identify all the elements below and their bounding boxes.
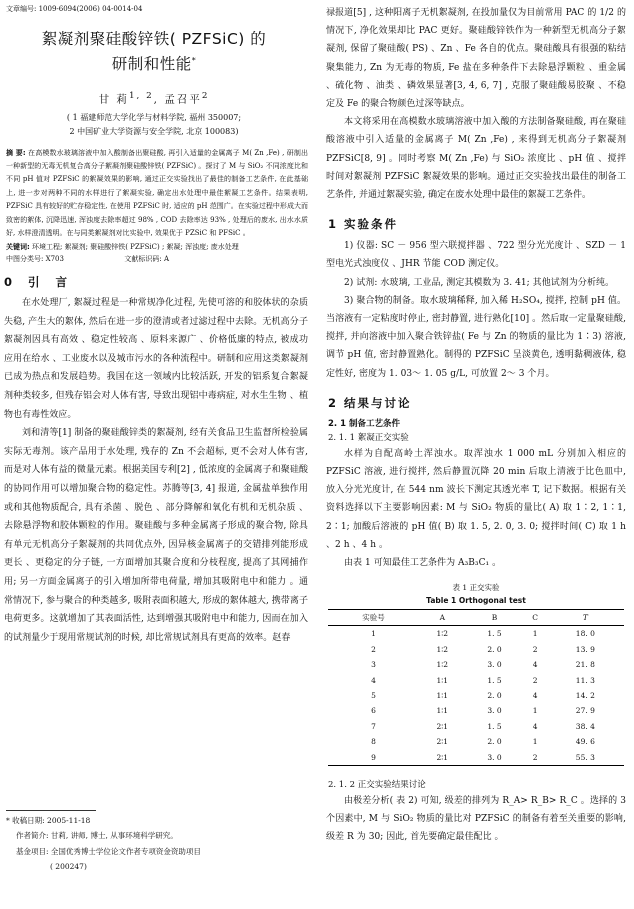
table-cell: 1∶1 [436, 675, 449, 685]
table-header-cell: 实验号 [328, 610, 419, 626]
right-intro-paragraph-1: 禄报道[5] , 这种阳离子无机絮凝剂, 在投加量仅为目前常用 PAC 的 1/2 的情况下, 净化效果却比 PAC 更好。聚硅酸锌铁作为一种新型无机高分子絮凝剂, 保留了聚硅酸( PS) 、Zn 、Fe 各自的优点。聚硅酸具有很强的粘结聚集能力, Zn 为无毒的物质, Fe 盐在多种条件下去除悬浮颗粒 、重金属 、硫化物 、油类 、磷效果显著[3, 4, 6, 7] , 克服了聚硅酸易胶聚 、不稳定及 Fe 的聚合物颜色过深等缺点。 [326, 8, 626, 110]
table-cell: 1∶2 [436, 660, 449, 670]
table-cell: 2 [532, 644, 538, 654]
table-cell: 2∶1 [419, 749, 466, 765]
table-1-caption-cn: 表 1 正交实验 [452, 583, 500, 593]
table-cell: 1∶2 [436, 644, 449, 654]
author-2: , 孟召平 [153, 93, 202, 106]
table-cell: 2 [523, 749, 546, 765]
table-cell: 1 [532, 629, 538, 639]
intro-paragraph-2: 刘和清等[1] 制备的聚硅酸锌类的絮凝剂, 经有关食品卫生监督所检验属实际无毒剂。该产品用于水处理, 残存的 Zn 不会超标, 更不会对人体有害, 而是对人体有益的微量元素。根据美国专利[2] , 低浓度的金属离子和聚硅酸的协同作用可以增加聚合物的稳定性。苏腾等[3, 4] 报道, 金属盐单独作用或和其他物质配合, 具有杀菌 、脱色 、部分降解和氧化有机和无机杂质 、去除悬浮物和胶体颗粒的作用。聚硅酸与多种金属离子形成的聚合物, 除具有单元无机高分子絮凝剂的共同优点外, 因异核金属离子的交错排列能形成更长 、更稳定的分子链, 一方面增加其聚合度和分枝程度, 提高了其网捕作用; 另一方面金属离子的引入增加所带电荷量, 增加其吸附电中和能力 。通常情况下, 参与聚合的种类越多, 吸附表面积越大, 形成的絮体越大, 携带离子电荷更多。这就增加了其表面活性, 达到增强其吸附电中和能力, 因而在加入的试剂量少于现用常规试剂的时候, 却比常规试剂具有更高的效率。赵春 [4, 428, 308, 643]
table-cell: 7 [371, 721, 376, 731]
abstract-text: 在高模数水玻璃溶液中加入酸制备出聚硅酸, 再引入适量的金属离子 M( Zn ,Fe) , 研制出一种新型的无毒无机复合高分子絮凝剂聚硅酸锌铁( PZFSiC) 。探讨了 M 与 SiO₂ 不同浓度比和不同 pH 值对 PZFSiC 的絮凝效果的影响, 通过正交实验找出了最佳的制备工艺条件, 在此基础上, 进一步对两种不同的水样进行了絮凝实验, 确定出水处理中最佳絮凝工艺条件。结果表明, PZFSiC 具有较好的贮存稳定性, 在使用 PZFSiC 时, 适应的 pH 范围广。在实验过程中形成大而致密的絮体, 沉降迅速, 浑浊度去除率超过 98% , COD 去除率达 93% , 处理后的废水, 出水水质好, 水样澄清透明。在与同类絮凝剂对比实验中, 效果优于 PZSiC 和 PFSiC 。 [6, 148, 308, 238]
table-cell: 2. 0 [487, 691, 502, 701]
table-1-caption-en: Table 1 Orthogonal test [426, 596, 526, 606]
document-code: 文献标识码: A [124, 255, 170, 263]
subsection-2-1: 2. 1 制备工艺条件 [328, 418, 400, 429]
affiliation-2: 2 中国矿业大学资源与安全学院, 北京 100083) [69, 126, 239, 136]
intro-heading: 0 引 言 [4, 275, 74, 289]
table-cell: 2∶1 [436, 737, 449, 747]
footnote-rule [6, 810, 96, 811]
table-cell: 1 [532, 737, 538, 747]
table-cell: 49. 6 [575, 737, 595, 747]
table-cell: 18. 0 [575, 629, 595, 639]
table-cell: 4 [532, 721, 538, 731]
intro-paragraph-1: 在水处理厂, 絮凝过程是一种常规净化过程, 先使可溶的和胶体状的杂质失稳, 产生大的絮体, 然后在进一步的澄清或者过滤过程中去除。无机高分子絮凝剂因具有高效 、稳定性较高 、原料来源广 、价格低廉的特点, 被成功应用在给水 、工业废水以及城市污水的各种流程中。研制和应用这类絮凝剂已成为热点和发展趋势。我国在这一领域内比较活跃, 开发的铝系复合絮凝剂种类较多, 但残存铝会对人体有害, 导致出现铝中毒病症, 对水生生物 、植物也有毒性效应。 [4, 298, 308, 420]
table-cell: 14. 2 [575, 691, 595, 701]
title-footnote-mark: * [191, 56, 197, 65]
subsection-2-1-1: 2. 1. 1 絮凝正交实验 [328, 432, 409, 443]
table-row [328, 703, 624, 718]
affiliation-1: ( 1 福建师范大学化学与材料学院, 福州 350007; [66, 112, 242, 122]
author-1: 甘 莉 [98, 93, 129, 106]
table-cell: 2∶1 [436, 721, 449, 731]
table-header-cell: B [466, 610, 524, 626]
subsection-2-1-2: 2. 1. 2 正交实验结果讨论 [328, 779, 426, 790]
abstract [6, 147, 308, 241]
footnote-fund-number: ( 200247) [50, 862, 87, 871]
table-cell: 11. 3 [575, 675, 595, 685]
author-1-affil: 1, 2 [128, 91, 154, 102]
table-cell: 5 [371, 691, 376, 701]
table-cell: 13. 9 [575, 644, 595, 654]
author-2-affil: 2 [201, 91, 210, 102]
table-cell: 8 [371, 737, 376, 747]
keywords [6, 241, 308, 254]
orthogonal-test-table [328, 609, 624, 766]
section-1-item-3: 3) 聚合物的制备。取水玻璃稀释, 加入稀 H₂SO₄, 搅拌, 控制 pH 值。当溶液有一定粘度时停止, 密封静置, 进行熟化[10] 。然后取一定量聚硅酸, 搅拌, 并向溶液中加入聚合铁锌盐( Fe 与 Zn 的物质的量比为 1∶3) 溶液, 调节 pH 值, 密封静置熟化。制得的 PZFSiC 呈淡黄色, 透明黏稠液体, 稳定性好, 密度为 1. 03～ 1. 05 g/L, 可放置 2～ 3 个月。 [326, 295, 626, 379]
table-cell: 27. 9 [575, 706, 595, 716]
table-cell: 2. 0 [487, 737, 502, 747]
table-cell: 2 [371, 644, 376, 654]
table-cell: 1 [532, 706, 538, 716]
title-line-2: 研制和性能 [111, 55, 192, 74]
table-row [328, 688, 624, 703]
table-cell: 4 [532, 691, 538, 701]
table-row [328, 672, 624, 687]
section-2-paragraph-2: 由表 1 可知最佳工艺条件为 A₃B₃C₁ 。 [344, 558, 502, 569]
abstract-label: 摘 要: [6, 148, 26, 157]
table-cell: 4 [371, 675, 376, 685]
table-row [328, 734, 624, 749]
right-column [326, 0, 626, 846]
table-cell: 3 [371, 660, 376, 670]
table-header-cell: A [419, 610, 466, 626]
clc-number: 中图分类号: X703 [6, 255, 64, 263]
table-cell: 1 [371, 629, 376, 639]
table-cell: 3. 0 [487, 660, 502, 670]
paper-title [0, 28, 308, 75]
section-1-item-1: 1) 仪器: SC － 956 型六联搅拌器 、722 型分光光度计 、SZD － 1 型电光式浊度仪 、JHR 节能 COD 测定仪。 [326, 241, 626, 270]
table-cell: 1∶2 [436, 629, 449, 639]
table-cell: 6 [371, 706, 376, 716]
authors [0, 91, 308, 107]
table-cell: 4 [532, 660, 538, 670]
section-2-paragraph-1: 水样为自配高岭土浑浊水。取浑浊水 1 000 mL 分别加入相应的 PZFSiC 溶液, 进行搅拌, 然后静置沉降 20 min 后取上清液于比色皿中, 放入分光光度计, 在 544 nm 波长下测定其透光率 T, 记下数据。根据有关资料选择以下主要影响因素: M 与 SiO₂ 物质的量比( A) 取 1∶2, 1∶1, 2∶1; 加酸后溶液的 pH 值( B) 取 1. 5, 2. 0, 3. 0; 搅拌时间( C) 取 1 h 、2 h 、4 h 。 [326, 448, 626, 550]
affiliations [0, 111, 308, 139]
table-cell: 1. 5 [487, 629, 502, 639]
right-intro-paragraph-2: 本文将采用在高模数水玻璃溶液中加入酸的方法制备聚硅酸, 再在聚硅酸溶液中引入适量的金属离子 M( Zn ,Fe) , 来得到无机高分子絮凝剂 PZFSiC[8, 9] 。同时考察 M( Zn ,Fe) 与 SiO₂ 浓度比 、pH 值 、搅拌时间对絮凝剂 PZFSiC 絮凝效果的影响。通过正交实验找出最佳的制备工艺条件, 并通过絮凝实验, 确定在废水处理中最佳的絮凝工艺条件。 [326, 117, 626, 201]
table-header-row [328, 610, 624, 626]
table-row [328, 642, 624, 657]
table-cell: 21. 8 [575, 660, 595, 670]
table-row [328, 626, 624, 642]
table-cell: 1∶1 [436, 706, 449, 716]
keywords-text: 环境工程; 絮凝剂; 聚硅酸锌铁( PZFSiC) ; 絮凝; 浑浊度; 废水处理 [32, 242, 239, 251]
table-cell: 2 [532, 675, 538, 685]
left-column [0, 0, 308, 647]
section-1-item-2: 2) 试剂: 水玻璃, 工业品, 测定其模数为 3. 41; 其他试剂为分析纯。 [344, 277, 615, 288]
table-row [328, 749, 624, 765]
keywords-label: 关键词: [6, 242, 30, 251]
section-2-paragraph-3: 由极差分析( 表 2) 可知, 级差的排列为 R_A> R_B> R_C 。选择的 3 个因素中, M 与 SiO₂ 物质的量比对 PZFSiC 的制备有着至关重要的影响, 级差 R 为 30; 因此, 首先要确定最佳配比 。 [326, 795, 626, 843]
table-cell: 1∶1 [436, 691, 449, 701]
classification [6, 254, 308, 264]
table-header-cell: C [523, 610, 546, 626]
table-body [328, 626, 624, 766]
table-cell: 38. 4 [575, 721, 595, 731]
section-2-heading: 2 结果与讨论 [328, 395, 412, 410]
table-cell: 3. 0 [466, 749, 524, 765]
table-cell: 55. 3 [547, 749, 624, 765]
footnote-author: 作者简介: 甘莉, 讲师, 博士, 从事环境科学研究。 [16, 831, 178, 840]
footnote-received: * 收稿日期: 2005-11-18 [6, 816, 91, 825]
section-1-heading: 1 实验条件 [328, 217, 399, 232]
table-row [328, 657, 624, 672]
table-cell: 3. 0 [487, 706, 502, 716]
footnote-fund: 基金项目: 全国优秀博士学位论文作者专项资金资助项目 [16, 847, 201, 856]
article-number: 文章编号: 1009-6094(2006) 04-0014-04 [6, 5, 143, 13]
title-line-1: 絮凝剂聚硅酸锌铁( PZFSiC) 的 [41, 30, 267, 48]
table-cell: 9 [328, 749, 419, 765]
table-row [328, 719, 624, 734]
table-cell: 1. 5 [487, 675, 502, 685]
table-header-cell: T [547, 610, 624, 626]
table-cell: 2. 0 [487, 644, 502, 654]
table-cell: 1. 5 [487, 721, 502, 731]
